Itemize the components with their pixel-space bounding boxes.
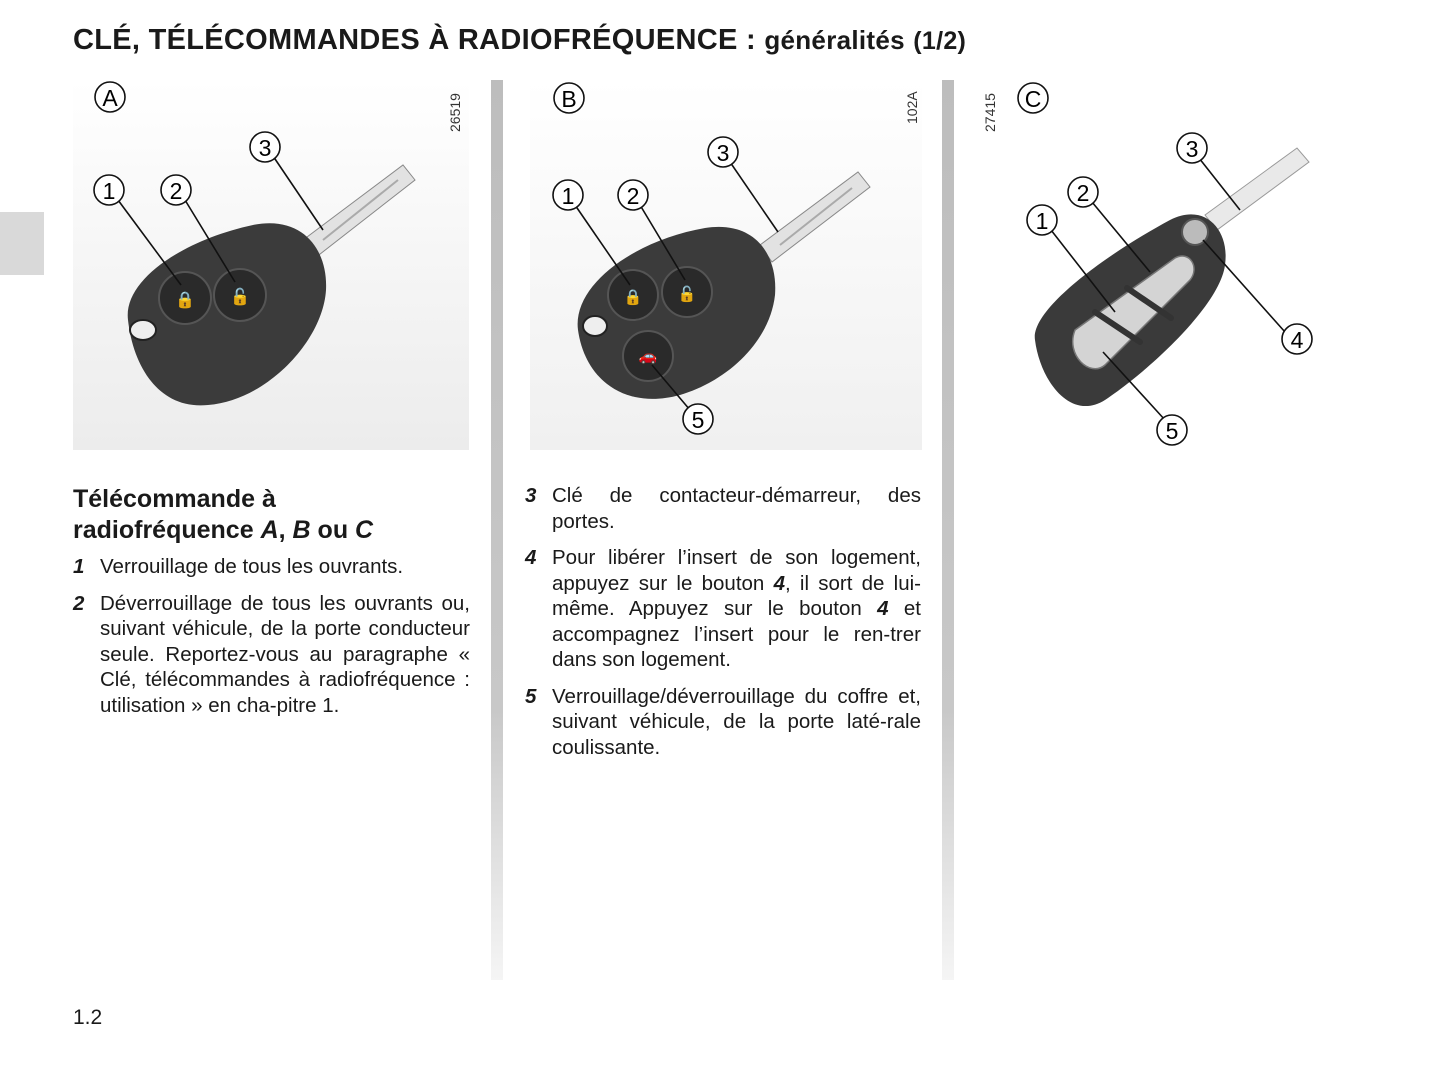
list-item [73, 591, 470, 719]
figure-letter-b [554, 83, 584, 113]
item-text: Pour libérer l’insert de son logement, appuyez sur le bouton [552, 546, 921, 595]
svg-text:1: 1 [561, 183, 575, 209]
item-text: Verrouillage de tous les ouvrants. [100, 555, 404, 578]
item-number: 3 [525, 484, 537, 507]
figure-ref: 27415 [982, 93, 998, 132]
item-number: 4 [525, 546, 537, 569]
heading-letter-b: B [292, 516, 311, 544]
svg-text:5: 5 [691, 407, 705, 433]
trunk-icon: 🚗 [638, 348, 658, 365]
legend-list-right [525, 483, 921, 771]
item-text: , il sort de lui-même. Appuyez sur le bouton [552, 571, 921, 620]
title-main: CLÉ, TÉLÉCOMMANDES À RADIOFRÉQUENCE : [73, 24, 756, 56]
keyring-hole [583, 316, 607, 336]
callout-5 [1157, 415, 1187, 445]
item-number: 5 [525, 684, 537, 708]
callout-1 [94, 175, 124, 205]
svg-text:3: 3 [1185, 136, 1199, 162]
svg-text:2: 2 [626, 183, 640, 209]
svg-text:C: C [1024, 86, 1042, 112]
list-item [525, 483, 921, 534]
callout-3 [708, 137, 738, 167]
legend-list-left [73, 554, 470, 729]
callout-1 [553, 180, 583, 210]
callout-3 [250, 132, 280, 162]
unlock-icon: 🔓 [230, 289, 250, 306]
item-number: 2 [73, 591, 85, 615]
figure-letter-a [95, 82, 125, 112]
callout-2 [618, 180, 648, 210]
svg-text:1: 1 [102, 178, 116, 204]
page-number: 1.2 [73, 1006, 103, 1029]
figure-ref: 102A [904, 91, 920, 124]
callout-3 [1177, 133, 1207, 163]
item-text: Déverrouillage de tous les ouvrants ou, suivant véhicule, de la porte conducteur seule. Reportez-vous au paragraphe « Clé, télécommandes à radiofréquence : utilisation » en cha-pitre 1. [100, 591, 470, 717]
lock-icon: 🔒 [623, 289, 643, 306]
heading-letter-a: A [260, 516, 279, 544]
heading-letter-c: C [355, 516, 374, 544]
item-text: Verrouillage/déverrouillage du coffre et, suivant véhicule, de la porte laté-rale coulissante. [552, 684, 921, 759]
svg-text:3: 3 [716, 140, 730, 166]
figure-letter-c [1018, 83, 1048, 113]
svg-text:B: B [561, 86, 577, 112]
callout-2 [1068, 177, 1098, 207]
figure-a [73, 80, 469, 450]
list-item [525, 684, 921, 761]
callout-2 [161, 175, 191, 205]
callout-1 [1027, 205, 1057, 235]
keyring-hole [130, 320, 156, 340]
figure-c [975, 80, 1355, 450]
svg-text:4: 4 [1290, 327, 1304, 353]
title-sub: généralités [764, 25, 905, 55]
item-text: et accompagnez l’insert pour le ren-trer dans son logement. [552, 597, 921, 671]
svg-text:3: 3 [258, 135, 272, 161]
section-heading [73, 484, 473, 546]
button-ref: 4 [773, 571, 785, 595]
heading-ou: ou [317, 516, 349, 544]
column-divider [942, 80, 954, 980]
callout-4 [1282, 324, 1312, 354]
list-item [73, 554, 470, 580]
unlock-icon: 🔓 [677, 286, 697, 303]
svg-text:2: 2 [1076, 180, 1090, 206]
page-title [73, 24, 966, 57]
svg-text:5: 5 [1165, 418, 1179, 444]
callout-5 [683, 404, 713, 434]
column-divider [491, 80, 503, 980]
svg-text:A: A [102, 85, 118, 111]
list-item [525, 545, 921, 673]
svg-text:2: 2 [169, 178, 183, 204]
heading-line2: radiofréquence [73, 516, 254, 544]
chapter-tab [0, 212, 44, 275]
item-number: 1 [73, 555, 85, 578]
heading-line1: Télécommande à [73, 485, 276, 513]
item-text: Clé de contacteur-démarreur, des portes. [552, 484, 921, 533]
figure-ref: 26519 [447, 93, 463, 132]
button-ref: 4 [877, 597, 889, 620]
lock-icon: 🔒 [175, 292, 195, 309]
svg-text:1: 1 [1035, 208, 1049, 234]
title-part: (1/2) [913, 27, 967, 55]
figure-b [530, 80, 922, 450]
heading-comma: , [278, 516, 286, 544]
